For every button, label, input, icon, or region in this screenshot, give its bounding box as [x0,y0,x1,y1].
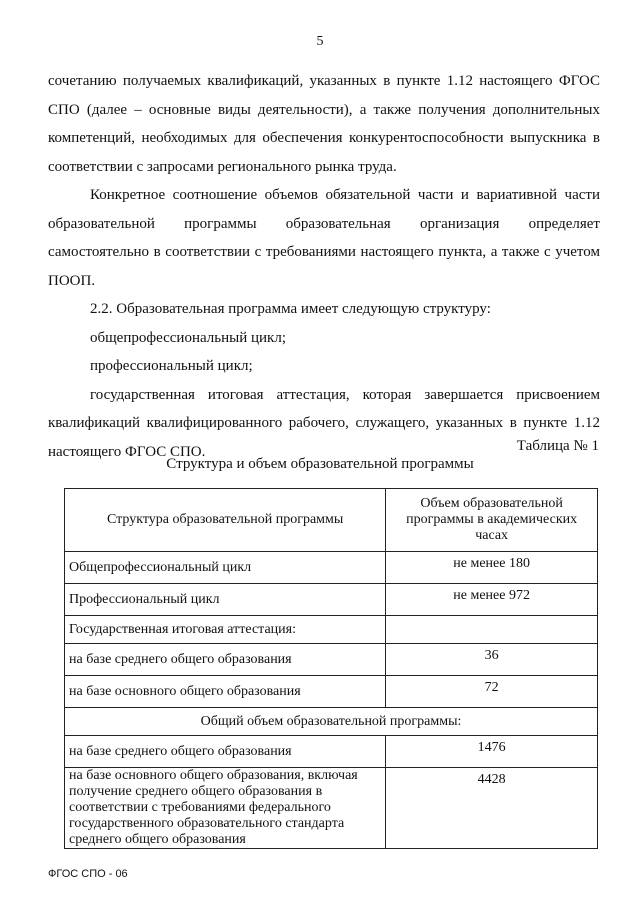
table-cell-structure: на базе основного общего образования [65,676,386,708]
table-header-row [65,489,598,552]
paragraph-continuation: сочетанию получаемых квалификаций, указанных в пункте 1.12 настоящего ФГОС СПО (далее – основные виды деятельности), а также получения дополнительных компетенций, необходимых для обеспечения конкурентоспособности выпускника в соответствии с запросами регионального рынка труда. [48,73,600,175]
table-cell-volume: 4428 [386,768,598,849]
table-cell-volume: не менее 180 [386,552,598,584]
table-cell-structure: Общепрофессиональный цикл [65,552,386,584]
table-cell-structure: на базе среднего общего образования [65,736,386,768]
table-total-heading-row [65,708,598,736]
table-cell-volume: 1476 [386,736,598,768]
structure-table [64,488,598,849]
list-item-general-cycle: общепрофессиональный цикл; [90,329,286,346]
table-cell-volume: не менее 972 [386,584,598,616]
table-cell-volume: 36 [386,644,598,676]
list-item-state-attestation: государственная итоговая аттестация, которая завершается присвоением квалификаций квалифицированного рабочего, служащего, указанных в пункте 1.12 настоящего ФГОС СПО. [48,386,600,460]
table-row [65,736,598,768]
table-row [65,552,598,584]
table-cell-structure: на базе основного общего образования, включая получение среднего общего образования в соответствии с требованиями федерального государственного образовательного стандарта среднего общего образования [65,768,386,849]
table-cell-volume [386,616,598,644]
table-row [65,616,598,644]
paragraph-structure-intro: 2.2. Образовательная программа имеет следующую структуру: [90,301,491,317]
table-row [65,644,598,676]
table-cell-volume: 72 [386,676,598,708]
footer-code: ФГОС СПО - 06 [48,868,128,880]
table-row [65,676,598,708]
table-title: Структура и объем образовательной программы [166,456,474,472]
table-cell-structure: на базе среднего общего образования [65,644,386,676]
table-row [65,584,598,616]
body-text [48,67,600,466]
paragraph-ratio: Конкретное соотношение объемов обязательной части и вариативной части образовательной программы образовательная организация определяет самостоятельно в соответствии с требованиями настоящего пункта, а также с учетом ПООП. [48,187,600,289]
page-number: 5 [316,34,324,49]
table-header-structure: Структура образовательной программы [65,489,386,552]
table-header-volume: Объем образовательной программы в академических часах [386,489,598,552]
list-item-professional-cycle: профессиональный цикл; [90,358,253,374]
table-total-heading: Общий объем образовательной программы: [65,708,598,736]
table-row [65,768,598,849]
table-cell-structure: Государственная итоговая аттестация: [65,616,386,644]
table-cell-structure: Профессиональный цикл [65,584,386,616]
table-label: Таблица № 1 [516,438,599,454]
